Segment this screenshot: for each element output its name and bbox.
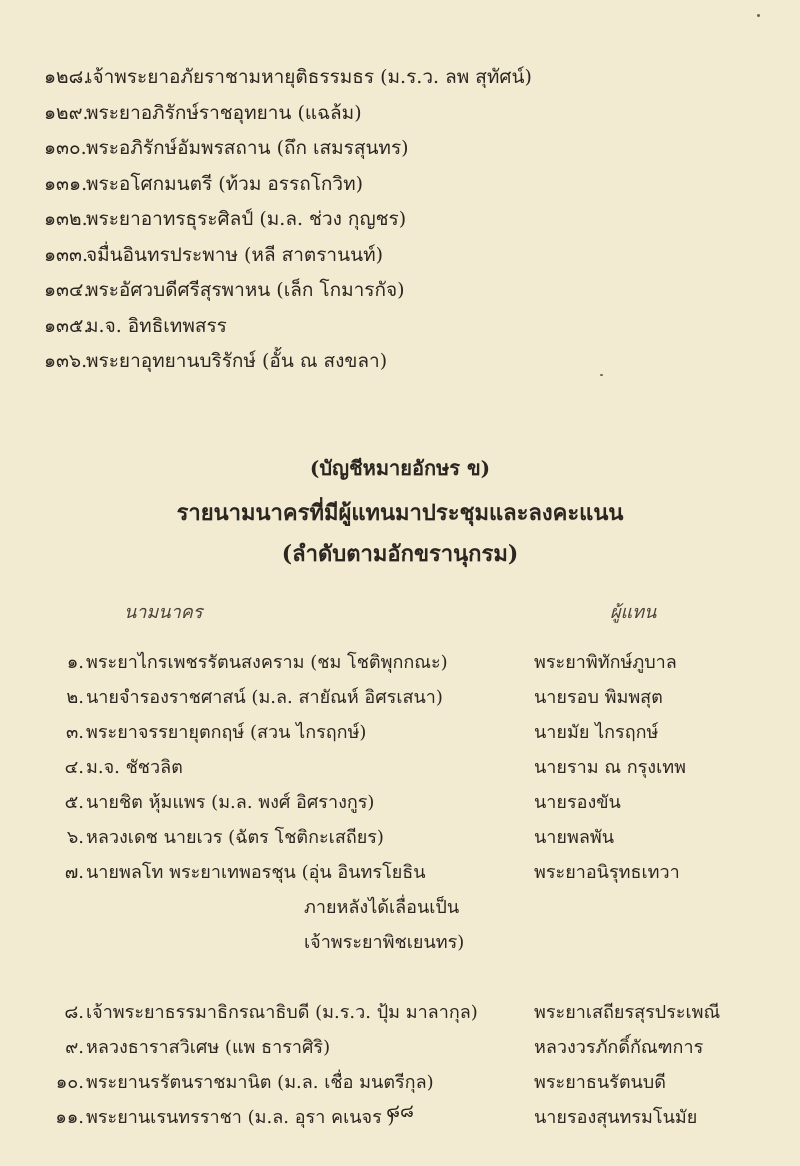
list-item (44, 273, 764, 309)
representative-name: นายรองสุนทรมโนมัย (534, 1107, 698, 1128)
table-row (34, 680, 774, 715)
table-row (34, 785, 774, 820)
row-number: ๘. (64, 1002, 84, 1023)
row-number: ๙. (65, 1037, 84, 1058)
item-number: ๑๓๕. (44, 314, 90, 337)
list-item (44, 131, 764, 167)
row-number: ๑๑. (55, 1107, 84, 1128)
table-row (34, 1030, 774, 1065)
table-row (34, 645, 774, 680)
table-row (34, 995, 774, 1030)
table-row (34, 1065, 774, 1100)
table-row (34, 715, 774, 750)
member-name: เจ้าพระยาธรรมาธิกรณาธิบดี (ม.ร.ว. ปุ้ม มาลากุล) (86, 1002, 478, 1023)
item-text: พระอัศวบดีศรีสุรพาหน (เล็ก โกมารกัจ) (86, 279, 405, 301)
item-number: ๑๓๖. (44, 350, 88, 372)
member-name: หลวงธาราสวิเศษ (แพ ธาราศิริ) (86, 1037, 331, 1058)
item-number: ๑๒๘. (44, 66, 90, 88)
member-name: พระยานรรัตนราชมานิต (ม.ล. เชื่อ มนตรีกุล) (86, 1072, 434, 1093)
member-name: หลวงเดช นายเวร (ฉัตร โชติกะเสถียร) (86, 827, 384, 848)
item-number: ๑๓๑. (44, 172, 88, 195)
row-number: ๑. (66, 652, 84, 673)
item-number: ๑๓๓. (44, 243, 89, 266)
member-name: พระยาจรรยายุตกฤษ์ (สวน ไกรฤกษ์) (86, 722, 367, 743)
item-text: เจ้าพระยาอภัยราชามหายุติธรรมธร (ม.ร.ว. ลพ สุทัศน์) (86, 66, 532, 88)
item-number: ๑๒๙. (44, 101, 89, 124)
row-number: ๕. (64, 792, 84, 813)
table-row (34, 750, 774, 785)
list-item (44, 167, 764, 203)
member-name: ม.จ. ชัชวลิต (86, 757, 183, 778)
list-item (44, 344, 764, 380)
member-name: พระยาไกรเพชรรัตนสงคราม (ชม โชติพุกกณะ) (86, 652, 448, 673)
row-number: ๒. (66, 687, 84, 708)
item-text: ม.จ. อิทธิเทพสรร (86, 314, 227, 337)
row-number: ๓. (65, 722, 84, 743)
representative-name: นายราม ณ กรุงเทพ (534, 757, 686, 778)
row-number: ๖. (66, 827, 84, 848)
table-row (34, 820, 774, 855)
representative-name: นายรอบ พิมพสุต (534, 687, 663, 708)
list-item (44, 202, 764, 238)
member-name: พระยานเรนทรราชา (ม.ล. อุรา คเนจร ) (86, 1107, 395, 1128)
representative-name: พระยาเสถียรสุรประเพณี (534, 1002, 721, 1023)
representative-name: พระยาอนิรุทธเทวา (534, 862, 680, 883)
paper-speck (600, 374, 603, 376)
item-number: ๑๓๒. (44, 208, 88, 230)
representative-name: พระยาธนรัตนบดี (534, 1072, 666, 1093)
member-name: นายชิต หุ้มแพร (ม.ล. พงศ์ อิศรางกูร) (86, 792, 375, 813)
representative-name: พระยาพิทักษ์ภูบาล (534, 652, 677, 673)
item-text: จมื่นอินทรประพาษ (หลี สาตรานนท์) (86, 243, 384, 266)
representative-name: นายพลพัน (534, 827, 615, 848)
item-text: พระอภิรักษ์อัมพรสถาน (ถึก เสมรสุนทร) (86, 137, 409, 159)
item-text: พระยาอภิรักษ์ราชอุทยาน (แฉล้ม) (86, 101, 362, 124)
table-row (34, 855, 774, 995)
item-number: ๑๓๐. (44, 137, 87, 159)
member-name-continuation: เจ้าพระยาพิชเยนทร) (304, 932, 465, 953)
list-item (44, 96, 764, 132)
list-item (44, 309, 764, 345)
item-text: พระยาอุทยานบริรักษ์ (อั้น ณ สงขลา) (86, 350, 388, 372)
column-header-representative: ผู้แทน (610, 602, 657, 623)
column-header-name: นามนาคร (124, 602, 203, 623)
row-number: ๗. (64, 862, 84, 883)
member-name: นายจำรองราชศาสน์ (ม.ล. สายัณห์ อิศรเสนา) (86, 687, 443, 708)
representative-name: หลวงวรภักดิ์กัณฑการ (534, 1037, 704, 1058)
section-subtitle: (ลำดับตามอักขรานุกรม) (281, 541, 519, 567)
member-name: นายพลโท พระยาเทพอรชุน (อุ่น อินทรโยธิน (86, 862, 426, 883)
representative-name: นายรองขัน (534, 792, 621, 813)
member-list (34, 645, 774, 1135)
list-item (44, 238, 764, 274)
item-number: ๑๓๔. (44, 279, 90, 301)
representative-name: นายมัย ไกรฤกษ์ (534, 722, 659, 743)
row-number: ๑๐. (55, 1072, 84, 1093)
appendix-label: (บัญชีหมายอักษร ข) (309, 456, 491, 480)
top-name-list (44, 60, 764, 380)
item-text: พระอโศกมนตรี (ท้วม อรรถโกวิท) (86, 172, 364, 195)
page-number: ๘๘ (386, 1101, 414, 1122)
member-name-continuation: ภายหลังได้เลื่อนเป็น (304, 897, 460, 918)
list-item (44, 60, 764, 96)
paper-speck (757, 14, 760, 17)
row-number: ๔. (64, 757, 84, 778)
section-title: รายนามนาครที่มีผู้แทนมาประชุมและลงคะแนน (176, 500, 624, 526)
item-text: พระยาอาทรธุระศิลป์ (ม.ล. ช่วง กุญชร) (86, 208, 407, 230)
